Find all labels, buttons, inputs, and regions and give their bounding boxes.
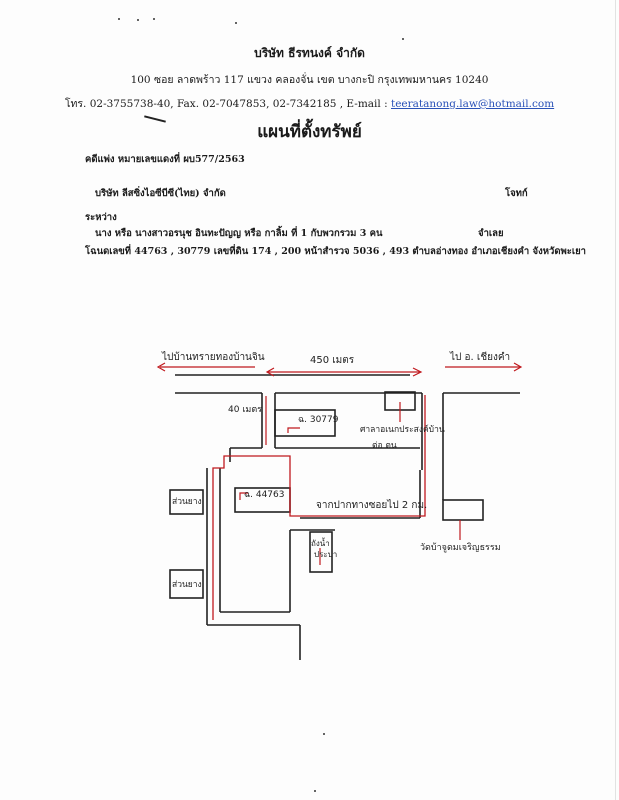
parcel-30779-pointer bbox=[288, 428, 300, 433]
map-label-parcel-30779: ฉ. 30779 bbox=[298, 415, 339, 425]
temple-box bbox=[443, 500, 483, 520]
map-label-parcel-44763: ฉ. 44763 bbox=[244, 490, 285, 500]
map-label-water-tank: ถังน้ำ bbox=[311, 539, 330, 548]
document-title: แผนที่ตั้งทรัพย์ bbox=[257, 122, 362, 142]
map-label-house-a: ส่วนยาง bbox=[172, 497, 202, 507]
map-label-from-market: จากปากทางซอยไป 2 กม. bbox=[316, 500, 428, 511]
map-label-community-hall: ศาลาอเนกประสงค์บ้าน bbox=[360, 425, 445, 435]
plaintiff-role: โจทก์ bbox=[505, 188, 528, 199]
contact-email-link[interactable]: teeratanong.law@hotmail.com bbox=[391, 98, 555, 110]
map-label-distance: 450 เมตร bbox=[310, 355, 355, 366]
map-label-to-left: ไปบ้านทรายทองบ้านจิน bbox=[162, 352, 265, 363]
plaintiff-name: บริษัท ลีสซิ่งไอซีบีซี(ไทย) จำกัด bbox=[95, 188, 226, 199]
contact-phone-fax: โทร. 02-3755738-40, Fax. 02-7047853, 02-7342185 , E-mail : bbox=[64, 98, 391, 110]
map-label-to-right: ไป อ. เชียงคำ bbox=[450, 352, 511, 363]
map-label-40m: 40 เมตร bbox=[228, 405, 263, 415]
map-label-community-hall-2: ต่อ ตน bbox=[372, 441, 397, 451]
between-label: ระหว่าง bbox=[85, 212, 117, 223]
company-address: 100 ซอย ลาดพร้าว 117 แขวง คลองจั่น เขต บางกะปิ กรุงเทพมหานคร 10240 bbox=[130, 74, 489, 86]
defendant-role: จำเลย bbox=[478, 228, 504, 239]
map-label-temple: วัดบ้าจูดมเจริญธรรม bbox=[420, 543, 501, 553]
map-label-house-b: ส่วนยาง bbox=[172, 580, 202, 590]
company-name: บริษัท ธีรทนงค์ จำกัด bbox=[254, 46, 365, 60]
map-label-water-tank-2: ประปา bbox=[314, 550, 338, 559]
deed-details: โฉนดเลขที่ 44763 , 30779 เลขที่ดิน 174 , 200 หน้าสำรวจ 5036 , 493 ตำบลอ่างทอง อำเภอเชียงคำ จังหวัดพะเยา bbox=[85, 246, 587, 257]
defendant-name: นาง หรือ นางสาวอรนุช อินทะปัญญ หรือ กาลิ้ม ที่ 1 กับพวกรวม 3 คน bbox=[95, 228, 383, 239]
case-number: คดีแพ่ง หมายเลขแดงที่ ผบ577/2563 bbox=[85, 154, 245, 165]
